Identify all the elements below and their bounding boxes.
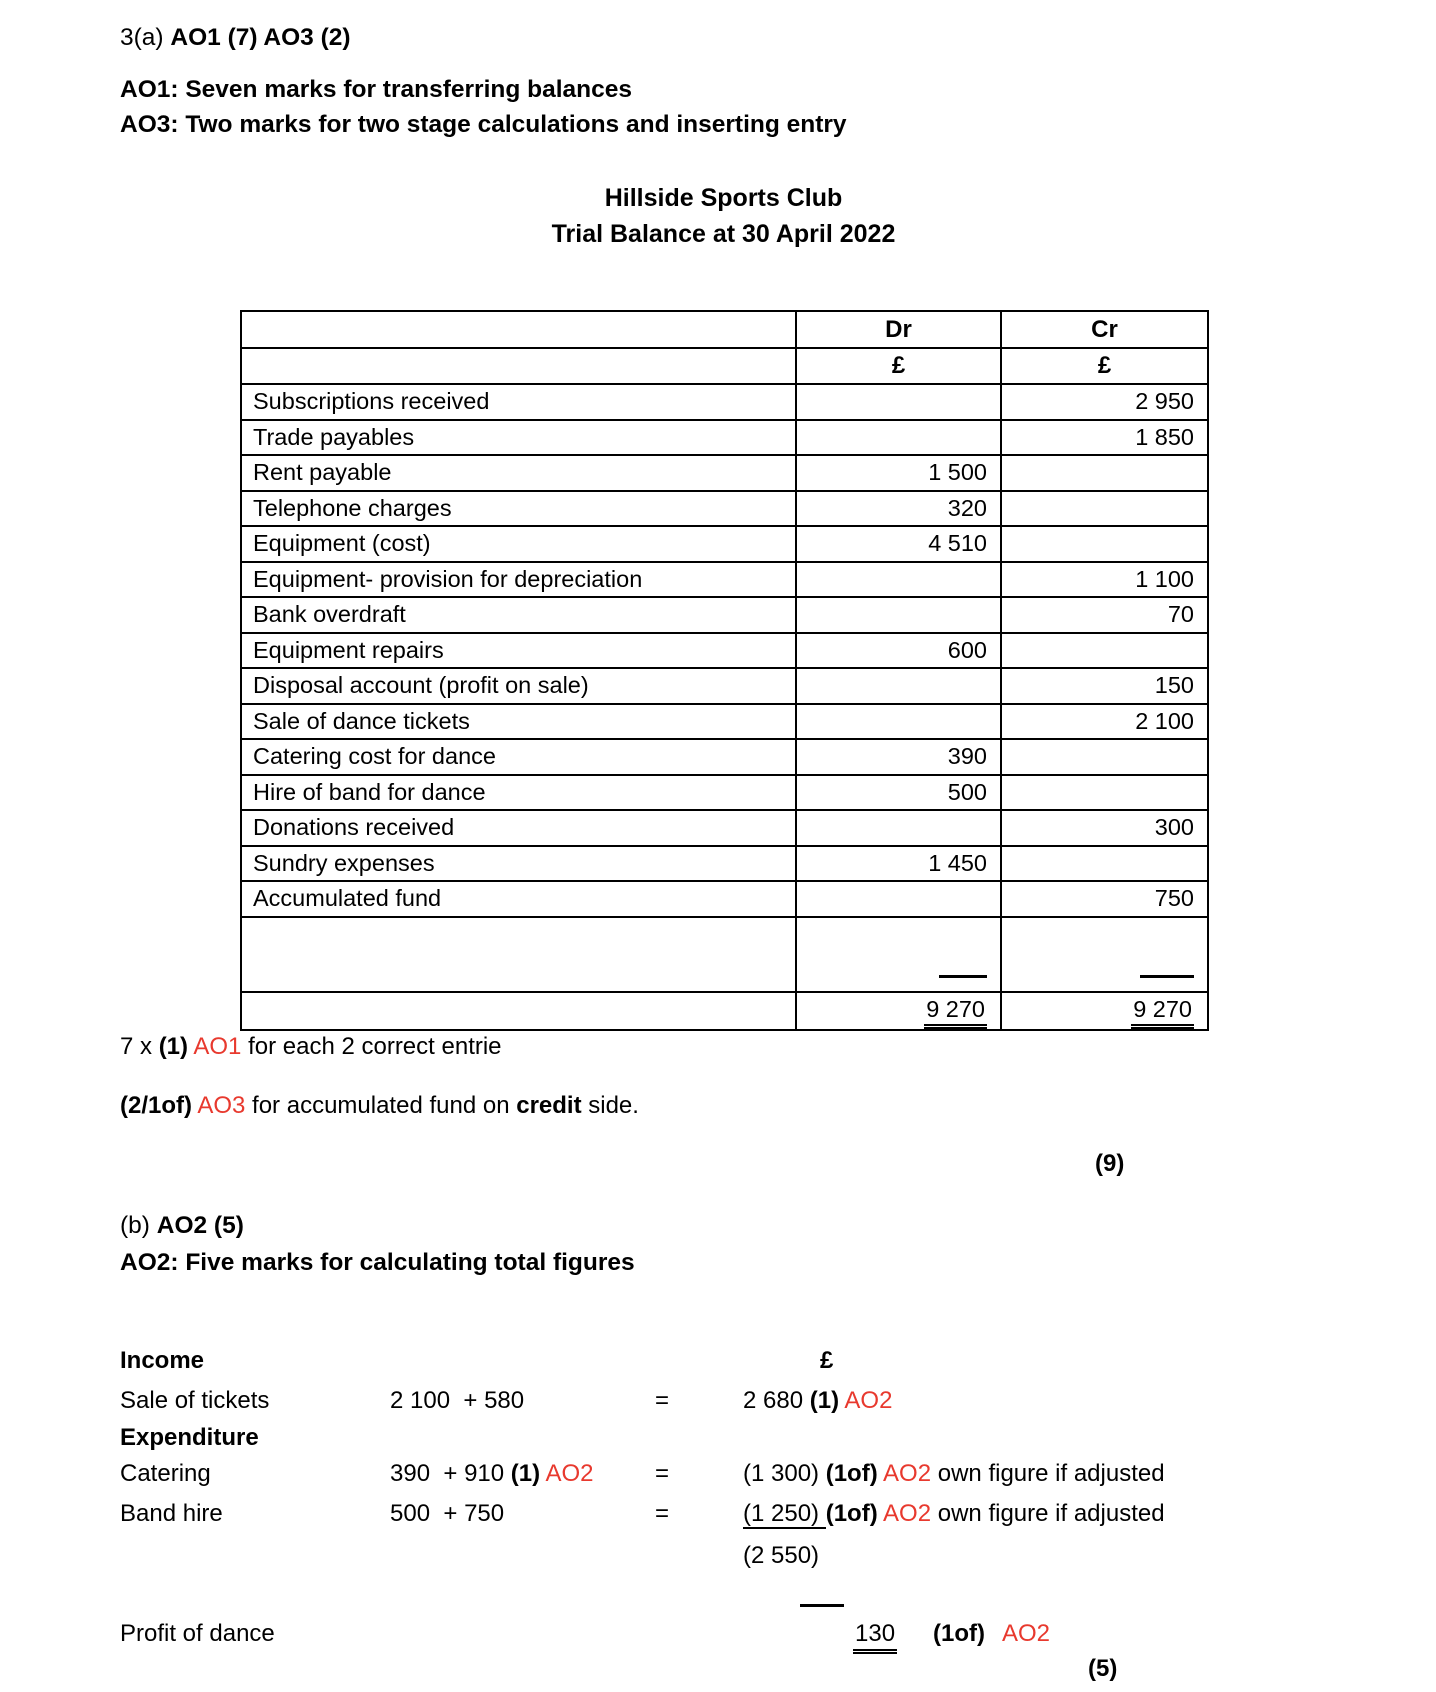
spacer-label-cell: [241, 917, 796, 992]
ao-code: AO2: [540, 1460, 594, 1487]
account-label-cell: Hire of band for dance: [241, 775, 796, 811]
table-row: [241, 420, 1208, 456]
income-header: Income: [120, 1347, 205, 1374]
cr-value-cell: 70: [1001, 597, 1208, 633]
ao-code: AO2: [839, 1387, 893, 1414]
total-row: [241, 992, 1208, 1030]
account-label-cell: Telephone charges: [241, 491, 796, 527]
question-3b-marks-allocation: AO2 (5): [156, 1212, 244, 1239]
ao-code: AO2: [877, 1500, 932, 1527]
account-label-cell: Trade payables: [241, 420, 796, 456]
account-label-cell: Equipment repairs: [241, 633, 796, 669]
calc-expression: 500 + 750: [390, 1500, 505, 1527]
expenditure-total-row: [120, 1542, 1370, 1570]
dr-value-cell: 500: [796, 775, 1001, 811]
cr-value-cell: [1001, 846, 1208, 882]
mark-awarded: (1): [510, 1460, 541, 1487]
calc-row-label: Sale of tickets: [120, 1387, 270, 1414]
profit-ao-code: AO2: [1002, 1620, 1051, 1647]
dr-value-cell: 320: [796, 491, 1001, 527]
account-label-cell: Bank overdraft: [241, 597, 796, 633]
total-cr-cell: [1001, 992, 1208, 1030]
dr-value-cell: [796, 810, 1001, 846]
table-row: [241, 846, 1208, 882]
account-label-cell: Disposal account (profit on sale): [241, 668, 796, 704]
marking-note-ao3: [120, 1092, 639, 1120]
calc-expression: 390 + 910: [390, 1460, 511, 1487]
ao3-description: AO3: Two marks for two stage calculations and inserting entry: [120, 111, 847, 138]
cr-value-cell: 300: [1001, 810, 1208, 846]
ao-code: AO2: [877, 1460, 932, 1487]
account-label-cell: Accumulated fund: [241, 881, 796, 917]
account-label-cell: Rent payable: [241, 455, 796, 491]
account-label-cell: Donations received: [241, 810, 796, 846]
spacer-dr-cell: [796, 917, 1001, 992]
dr-value-cell: [796, 562, 1001, 598]
mark-awarded: (1): [809, 1387, 840, 1414]
mark-awarded: (1of): [825, 1460, 878, 1487]
account-label-cell: Sale of dance tickets: [241, 704, 796, 740]
account-label-cell: Sundry expenses: [241, 846, 796, 882]
calc-result: (1 300): [743, 1460, 826, 1487]
ao2-description: AO2: Five marks for calculating total figures: [120, 1249, 635, 1276]
question-3a-heading: [120, 24, 351, 52]
total-label-cell: [241, 992, 796, 1030]
part-a-total-marks: (9): [1095, 1150, 1125, 1177]
cr-value-cell: 1 850: [1001, 420, 1208, 456]
cr-value-cell: [1001, 633, 1208, 669]
spacer-row: [241, 917, 1208, 992]
table-row: [241, 491, 1208, 527]
mark-awarded: (1of): [825, 1500, 878, 1527]
total-cr-value: 9 270: [1131, 996, 1194, 1026]
table-row: [241, 775, 1208, 811]
calc-expression: 2 100 + 580: [390, 1387, 525, 1414]
note2-credit-emphasis: credit: [516, 1092, 582, 1119]
dr-value-cell: 1 500: [796, 455, 1001, 491]
ao1-description: AO1: Seven marks for transferring balances: [120, 76, 632, 103]
cr-value-cell: 2 100: [1001, 704, 1208, 740]
note2-mark: (2/1of): [120, 1092, 192, 1119]
own-figure-note: own figure if adjusted: [931, 1460, 1165, 1487]
table-row: [241, 455, 1208, 491]
cr-header-cell: Cr: [1001, 311, 1208, 348]
profit-subtotal-rule: [800, 1604, 844, 1607]
expenditure-header: Expenditure: [120, 1424, 259, 1451]
cr-value-cell: 2 950: [1001, 384, 1208, 420]
dr-header-cell: Dr: [796, 311, 1001, 348]
catering-row: [120, 1460, 1370, 1488]
question-3b-label: (b): [120, 1212, 157, 1239]
header-empty-cell: [241, 348, 796, 384]
table-row: [241, 704, 1208, 740]
note2-text: for accumulated fund on: [245, 1092, 517, 1119]
cr-subtotal-rule: [1140, 975, 1194, 978]
cr-value-cell: 150: [1001, 668, 1208, 704]
note1-ao-code: AO1: [188, 1033, 242, 1060]
table-row: [241, 526, 1208, 562]
dr-value-cell: [796, 704, 1001, 740]
part-b-total-marks: (5): [1088, 1655, 1118, 1682]
dr-value-cell: [796, 668, 1001, 704]
note1-mark: (1): [158, 1033, 189, 1060]
dr-currency-cell: £: [796, 348, 1001, 384]
trial-balance-subtitle: Trial Balance at 30 April 2022: [551, 220, 896, 248]
cr-value-cell: [1001, 455, 1208, 491]
dr-value-cell: [796, 384, 1001, 420]
table-row: [241, 739, 1208, 775]
note1-prefix: 7 x: [120, 1033, 159, 1060]
table-row: [241, 597, 1208, 633]
profit-of-dance-row: [0, 1620, 1436, 1660]
cr-value-cell: [1001, 775, 1208, 811]
dr-value-cell: [796, 597, 1001, 633]
note2-ao-code: AO3: [192, 1092, 246, 1119]
header-empty-cell: [241, 311, 796, 348]
profit-value: 130: [853, 1620, 897, 1651]
dr-value-cell: 390: [796, 739, 1001, 775]
cr-value-cell: [1001, 526, 1208, 562]
expenditure-total-value: (2 550): [743, 1542, 820, 1569]
dr-value-cell: 600: [796, 633, 1001, 669]
profit-label: Profit of dance: [120, 1620, 275, 1647]
equals-sign: =: [655, 1387, 670, 1414]
calc-row-label: Catering: [120, 1460, 211, 1487]
cr-currency-cell: £: [1001, 348, 1208, 384]
note1-text: for each 2 correct entrie: [241, 1033, 502, 1060]
account-label-cell: Catering cost for dance: [241, 739, 796, 775]
dr-value-cell: 4 510: [796, 526, 1001, 562]
calc-result: 2 680: [743, 1387, 810, 1414]
currency-symbol: £: [820, 1347, 834, 1374]
account-label-cell: Equipment (cost): [241, 526, 796, 562]
band-hire-row: [120, 1500, 1370, 1528]
table-row: [241, 562, 1208, 598]
cr-value-cell: [1001, 491, 1208, 527]
sale-of-tickets-row: [120, 1387, 1370, 1415]
dr-value-cell: 1 450: [796, 846, 1001, 882]
income-header-row: [120, 1347, 1370, 1375]
calc-row-label: Band hire: [120, 1500, 223, 1527]
equals-sign: =: [655, 1460, 670, 1487]
table-row: [241, 384, 1208, 420]
cr-value-cell: 750: [1001, 881, 1208, 917]
calc-result-underlined: (1 250): [743, 1500, 826, 1527]
own-figure-note: own figure if adjusted: [931, 1500, 1165, 1527]
question-3a-marks-allocation: AO1 (7) AO3 (2): [170, 24, 351, 51]
account-label-cell: Equipment- provision for depreciation: [241, 562, 796, 598]
currency-header-row: [241, 348, 1208, 384]
equals-sign: =: [655, 1500, 670, 1527]
table-row: [241, 633, 1208, 669]
cr-value-cell: 1 100: [1001, 562, 1208, 598]
dr-value-cell: [796, 881, 1001, 917]
total-dr-cell: [796, 992, 1001, 1030]
question-3a-label: 3(a): [120, 24, 171, 51]
dr-subtotal-rule: [939, 975, 987, 978]
table-row: [241, 668, 1208, 704]
question-3b-heading: [120, 1212, 244, 1240]
note2-suffix: side.: [581, 1092, 639, 1119]
dr-value-cell: [796, 420, 1001, 456]
profit-mark-awarded: (1of): [933, 1620, 985, 1647]
spacer-cr-cell: [1001, 917, 1208, 992]
table-row: [241, 881, 1208, 917]
trial-balance-table: [240, 310, 1209, 1031]
club-title: Hillside Sports Club: [604, 184, 843, 212]
table-row: [241, 810, 1208, 846]
cr-value-cell: [1001, 739, 1208, 775]
table-header-row: [241, 311, 1208, 348]
marking-note-ao1: [120, 1033, 502, 1061]
expenditure-header-row: [120, 1424, 1370, 1452]
account-label-cell: Subscriptions received: [241, 384, 796, 420]
total-dr-value: 9 270: [924, 996, 987, 1026]
